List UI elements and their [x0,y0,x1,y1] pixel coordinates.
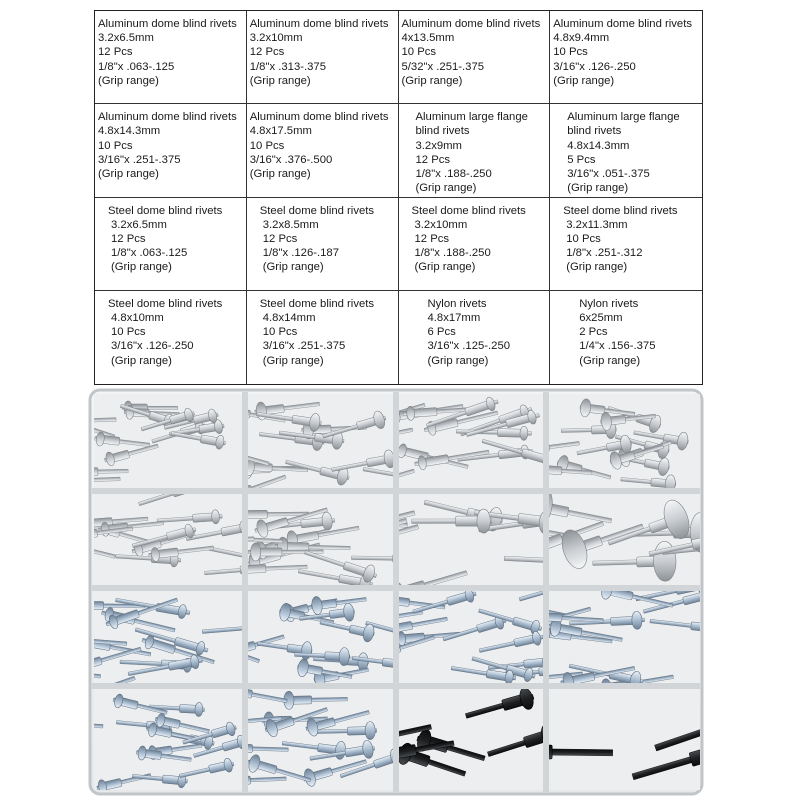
rivet-type-cont: blind rivets [415,125,470,138]
spec-cell [247,291,399,384]
rivet-size: 3.2x6.5mm [111,218,167,231]
rivet-count: 5 Pcs [567,153,596,166]
spec-cell [550,291,702,384]
rivet-size: 3.2x9mm [415,139,462,152]
rivet-grip: 3/16"x .251-.375 [98,153,181,166]
grip-note: (Grip range) [401,74,463,87]
spec-cell [399,11,551,104]
rivet-count: 6 Pcs [427,326,456,339]
rivet-size: 3.2x6.5mm [98,32,154,45]
rivet-size: 4.8x17.5mm [249,125,312,138]
spec-cell [550,198,702,291]
rivet-count: 10 Pcs [553,46,588,59]
rivet-grip: 3/16"x .125-.250 [427,340,511,353]
rivet-grip: 1/8"x .251-.312 [566,247,643,260]
rivet-count: 10 Pcs [566,232,601,245]
rivet-type: Aluminum dome blind rivets [98,111,237,124]
rivet-grip: 1/8"x .313-.375 [249,60,326,73]
rivet-type-cont: blind rivets [567,125,622,138]
spec-cell [247,198,399,291]
rivet-type: Steel dome blind rivets [563,204,678,217]
rivet-grip: 3/16"x .051-.375 [567,168,650,181]
rivet-type: Nylon rivets [427,297,487,310]
grip-note: (Grip range) [414,261,476,274]
rivet-storage-box [88,388,704,796]
rivet-type: Aluminum large flange [415,111,528,124]
rivet-count: 10 Pcs [249,139,285,152]
grip-note: (Grip range) [427,354,489,367]
rivet-size: 4.8x14mm [262,311,316,324]
rivet-spec-table [94,10,703,385]
grip-note: (Grip range) [262,261,324,274]
rivet-grip: 3/16"x .126-.250 [553,60,636,73]
rivet-type: Aluminum dome blind rivets [249,111,389,124]
rivet-type: Steel dome blind rivets [108,297,223,310]
rivet-count: 10 Pcs [401,46,437,59]
rivet-grip: 3/16"x .251-.375 [262,340,346,353]
rivet-size: 4.8x10mm [111,311,164,324]
rivet-count: 10 Pcs [98,139,133,152]
rivet-size: 3.2x10mm [249,32,303,45]
rivet-count: 12 Pcs [262,232,298,245]
rivet-size: 4x13.5mm [401,32,455,45]
rivet-count: 12 Pcs [249,46,285,59]
rivet-size: 4.8x9.4mm [553,32,610,45]
spec-cell [550,11,702,104]
spec-cell [247,11,399,104]
grip-note: (Grip range) [553,74,615,87]
grip-note: (Grip range) [566,261,628,274]
grip-note: (Grip range) [111,354,172,367]
rivet-count: 10 Pcs [262,326,298,339]
rivet-size: 3.2x10mm [414,218,468,231]
grip-note: (Grip range) [249,74,311,87]
rivet-size: 4.8x17mm [427,311,481,324]
grip-note: (Grip range) [415,182,477,195]
rivet-type: Steel dome blind rivets [259,204,375,217]
rivet-type: Steel dome blind rivets [259,297,375,310]
rivet-grip: 3/16"x .126-.250 [111,340,194,353]
spec-cell [550,104,702,197]
spec-cell [95,198,247,291]
rivet-count: 12 Pcs [414,232,450,245]
rivet-count: 12 Pcs [98,46,133,59]
rivet-grip: 1/8"x .063-.125 [111,247,188,260]
rivet-grip: 1/8"x .063-.125 [98,60,175,73]
rivet-size: 6x25mm [579,311,623,324]
rivet-count: 2 Pcs [579,326,608,339]
spec-cell [95,11,247,104]
rivet-size: 3.2x11.3mm [566,218,628,231]
rivet-type: Steel dome blind rivets [411,204,526,217]
rivet-grip: 3/16"x .376-.500 [249,153,333,166]
grip-note: (Grip range) [111,261,172,274]
rivet-grip: 1/8"x .126-.187 [262,247,339,260]
rivet-grip: 1/8"x .188-.250 [414,247,491,260]
grip-note: (Grip range) [98,74,159,87]
grip-note: (Grip range) [262,354,324,367]
compartment-aluminum [88,394,242,488]
spec-cell [399,198,551,291]
rivet-type: Aluminum large flange [567,111,680,124]
rivet-size: 3.2x8.5mm [262,218,319,231]
rivet-type: Aluminum dome blind rivets [401,18,541,30]
rivet-grip: 1/8"x .188-.250 [415,168,492,181]
rivet-type: Steel dome blind rivets [108,204,223,217]
spec-cell [247,104,399,197]
grip-note: (Grip range) [249,168,311,181]
rivet-grip: 5/32"x .251-.375 [401,60,485,73]
rivet-size: 4.8x14.3mm [567,139,630,152]
rivet-size: 4.8x14.3mm [98,125,161,138]
rivet-count: 10 Pcs [111,326,146,339]
spec-cell [95,104,247,197]
spec-cell [399,291,551,384]
rivet-type: Aluminum dome blind rivets [98,18,237,30]
rivet-grip: 1/4"x .156-.375 [579,340,656,353]
spec-cell [95,291,247,384]
rivet-type: Aluminum dome blind rivets [553,18,693,30]
rivet-type: Nylon rivets [579,297,639,310]
grip-note: (Grip range) [579,354,641,367]
spec-cell [399,104,551,197]
compartment-steel [88,689,249,795]
grip-note: (Grip range) [98,168,159,181]
rivet-box-photo [88,388,704,796]
rivet-count: 12 Pcs [415,153,451,166]
rivet-count: 12 Pcs [111,232,146,245]
grip-note: (Grip range) [567,182,629,195]
rivet-type: Aluminum dome blind rivets [249,18,389,30]
compartment-aluminum [524,394,700,493]
